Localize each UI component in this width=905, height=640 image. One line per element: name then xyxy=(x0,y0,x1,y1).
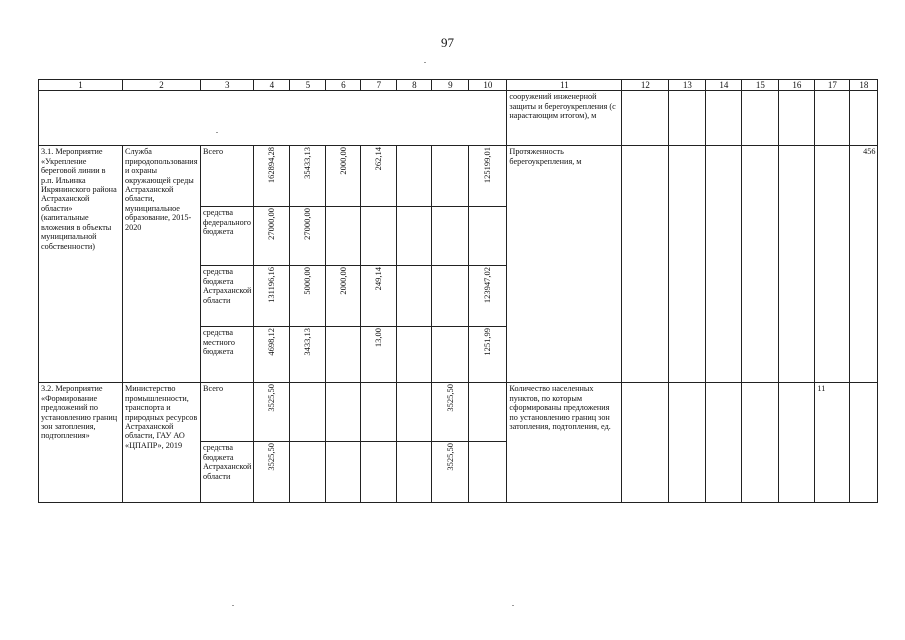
empty-cell xyxy=(326,383,361,442)
empty-cell xyxy=(706,91,742,146)
col-header: 13 xyxy=(669,80,706,91)
m32-row-total xyxy=(39,383,878,442)
col-header: 4 xyxy=(254,80,290,91)
m31-source: средства местного бюджета xyxy=(201,327,254,383)
m31-name: 3.1. Мероприятие «Укрепление береговой линии в р.п. Ильинка Икрянинского района Астраханской области» (капитальные вложения в объекты муниципальной собственности) xyxy=(39,146,123,383)
empty-cell xyxy=(622,146,669,383)
amount: 3525,50 xyxy=(266,443,277,471)
empty-cell xyxy=(815,91,850,146)
col-header: 18 xyxy=(850,80,878,91)
col-header: 8 xyxy=(397,80,432,91)
empty-cell xyxy=(622,91,669,146)
col-header: 10 xyxy=(469,80,507,91)
scan-speck xyxy=(424,62,426,63)
m31-target-value: 456 xyxy=(850,146,878,383)
m32-source: Всего xyxy=(201,383,254,442)
empty-cell xyxy=(326,327,361,383)
empty-cell xyxy=(326,207,361,266)
amount: 262,14 xyxy=(373,147,384,171)
empty-cell xyxy=(779,91,815,146)
empty-cell xyxy=(742,91,779,146)
col-header: 9 xyxy=(432,80,469,91)
amount: 162894,28 xyxy=(266,147,277,184)
m31-reg-c6 xyxy=(326,266,361,327)
col-header: 12 xyxy=(622,80,669,91)
m31-reg-c5 xyxy=(290,266,326,327)
empty-cell xyxy=(39,91,507,146)
amount: 131196,16 xyxy=(266,267,277,304)
empty-cell xyxy=(706,383,742,503)
scan-speck xyxy=(232,605,234,606)
m32-total-c9 xyxy=(432,383,469,442)
amount: 13,00 xyxy=(373,328,384,348)
amount: 2000,00 xyxy=(337,267,348,295)
m32-total-c4 xyxy=(254,383,290,442)
amount: 1251,99 xyxy=(482,328,493,356)
m31-loc-c10 xyxy=(469,327,507,383)
m31-source: Всего xyxy=(201,146,254,207)
empty-cell xyxy=(815,146,850,383)
m32-reg-c4 xyxy=(254,442,290,503)
m31-fed-c5 xyxy=(290,207,326,266)
col-header: 1 xyxy=(39,80,123,91)
m31-fed-c4 xyxy=(254,207,290,266)
col-header: 3 xyxy=(201,80,254,91)
empty-cell xyxy=(326,442,361,503)
col-header: 17 xyxy=(815,80,850,91)
empty-cell xyxy=(397,207,432,266)
m31-total-c6 xyxy=(326,146,361,207)
m31-loc-c5 xyxy=(290,327,326,383)
amount: 3525,50 xyxy=(444,384,455,412)
empty-cell xyxy=(669,146,706,383)
m31-indicator: Протяженность берегоукрепления, м xyxy=(507,146,622,383)
col-header: 2 xyxy=(123,80,201,91)
col-header: 16 xyxy=(779,80,815,91)
amount: 5000,00 xyxy=(302,267,313,295)
empty-cell xyxy=(742,146,779,383)
amount: 3525,50 xyxy=(266,384,277,412)
amount: 27000,00 xyxy=(266,208,277,241)
m32-reg-c9 xyxy=(432,442,469,503)
m31-total-c8 xyxy=(397,146,432,207)
program-table xyxy=(38,79,878,503)
indicator-continuation: сооружений инженерной защиты и берегоукрепления (с нарастающим итогом), м xyxy=(507,91,622,146)
empty-cell xyxy=(669,383,706,503)
amount: 123947,02 xyxy=(482,267,493,304)
amount: 125199,01 xyxy=(482,147,493,184)
empty-cell xyxy=(361,383,397,442)
m32-indicator: Количество населенных пунктов, по которым сформированы предложения по установлению границ зон затопления, подтопления, ед. xyxy=(507,383,622,503)
column-number-row xyxy=(39,80,878,91)
m32-name: 3.2. Мероприятие «Формирование предложений по установлению границ зон затопления, подтопления» xyxy=(39,383,123,503)
empty-cell xyxy=(432,266,469,327)
m32-value-17: 11 xyxy=(815,383,850,503)
m31-loc-c4 xyxy=(254,327,290,383)
amount: 27000,00 xyxy=(302,208,313,241)
m31-reg-c4 xyxy=(254,266,290,327)
col-header: 14 xyxy=(706,80,742,91)
empty-cell xyxy=(397,327,432,383)
m31-source: средства бюджета Астраханской области xyxy=(201,266,254,327)
continuation-row xyxy=(39,91,878,146)
empty-cell xyxy=(397,266,432,327)
empty-cell xyxy=(622,383,669,503)
empty-cell xyxy=(432,207,469,266)
m31-total-c7 xyxy=(361,146,397,207)
m31-row-total xyxy=(39,146,878,207)
amount: 35433,13 xyxy=(302,147,313,180)
amount: 4698,12 xyxy=(266,328,277,356)
amount: 2000,00 xyxy=(337,147,348,175)
empty-cell xyxy=(290,383,326,442)
empty-cell xyxy=(850,91,878,146)
empty-cell xyxy=(706,146,742,383)
amount: 3433,13 xyxy=(302,328,313,356)
m31-loc-c7 xyxy=(361,327,397,383)
empty-cell xyxy=(397,383,432,442)
empty-cell xyxy=(397,442,432,503)
col-header: 11 xyxy=(507,80,622,91)
m31-total-c4 xyxy=(254,146,290,207)
m31-source: средства федерального бюджета xyxy=(201,207,254,266)
empty-cell xyxy=(290,442,326,503)
empty-cell xyxy=(779,383,815,503)
col-header: 7 xyxy=(361,80,397,91)
col-header: 5 xyxy=(290,80,326,91)
empty-cell xyxy=(469,207,507,266)
m31-total-c5 xyxy=(290,146,326,207)
page-number: 97 xyxy=(441,35,454,50)
m31-reg-c10 xyxy=(469,266,507,327)
empty-cell xyxy=(361,207,397,266)
m32-executor: Министерство промышленности, транспорта и природных ресурсов Астраханской области, ГАУ АО «ЦПАПР», 2019 xyxy=(123,383,201,503)
scan-speck xyxy=(512,605,514,606)
empty-cell xyxy=(432,327,469,383)
empty-cell xyxy=(469,442,507,503)
m31-total-c10 xyxy=(469,146,507,207)
amount: 3525,50 xyxy=(444,443,455,471)
empty-cell xyxy=(361,442,397,503)
empty-cell xyxy=(850,383,878,503)
m32-source: средства бюджета Астраханской области xyxy=(201,442,254,503)
m31-total-c9 xyxy=(432,146,469,207)
empty-cell xyxy=(742,383,779,503)
col-header: 15 xyxy=(742,80,779,91)
empty-cell xyxy=(469,383,507,442)
amount: 249,14 xyxy=(373,267,384,291)
empty-cell xyxy=(669,91,706,146)
col-header: 6 xyxy=(326,80,361,91)
empty-cell xyxy=(779,146,815,383)
m31-reg-c7 xyxy=(361,266,397,327)
m31-executor: Служба природопользования и охраны окружающей среды Астраханской области, муниципальное образование, 2015-2020 xyxy=(123,146,201,383)
